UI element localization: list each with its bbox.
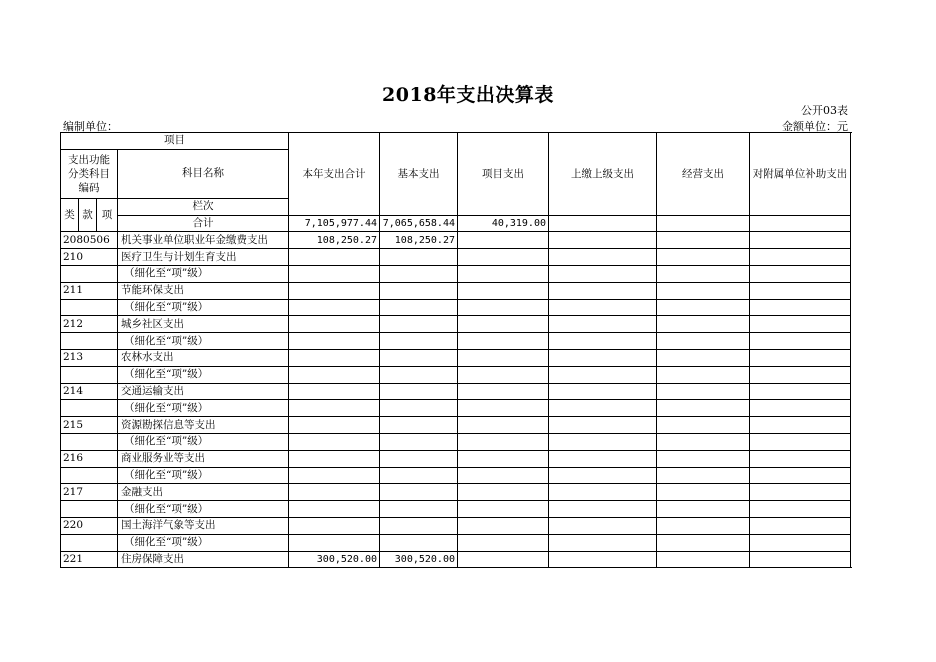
row-code	[61, 400, 118, 417]
row-value-3	[458, 383, 549, 400]
row-value-4	[549, 265, 657, 282]
row-value-2	[380, 433, 458, 450]
row-code: 220	[61, 517, 118, 534]
row-value-5	[657, 249, 750, 266]
row-value-1	[289, 534, 380, 551]
row-value-6	[750, 400, 851, 417]
row-name: 资源勘探信息等支出	[118, 417, 289, 434]
row-value-6	[750, 383, 851, 400]
row-code: 213	[61, 349, 118, 366]
table-row	[61, 450, 851, 467]
row-value-6	[750, 282, 851, 299]
totals-row	[61, 215, 851, 232]
row-value-4	[549, 366, 657, 383]
table-row	[61, 249, 851, 266]
row-value-2	[380, 501, 458, 518]
row-value-5	[657, 534, 750, 551]
row-value-6	[750, 450, 851, 467]
row-value-1	[289, 517, 380, 534]
row-value-2	[380, 450, 458, 467]
row-value-1	[289, 366, 380, 383]
table-row	[61, 349, 851, 366]
row-name: （细化至“项”级）	[118, 400, 289, 417]
row-value-2	[380, 534, 458, 551]
row-value-2	[380, 400, 458, 417]
row-value-3	[458, 534, 549, 551]
header-row-index-label: 栏次	[118, 198, 289, 215]
row-name: （细化至“项”级）	[118, 333, 289, 350]
row-value-6	[750, 534, 851, 551]
row-name: （细化至“项”级）	[118, 501, 289, 518]
row-value-2	[380, 383, 458, 400]
row-value-1: 108,250.27	[289, 232, 380, 249]
row-code	[61, 467, 118, 484]
row-value-3	[458, 551, 549, 568]
row-value-1: 300,520.00	[289, 551, 380, 568]
table-row	[61, 433, 851, 450]
row-value-6	[750, 299, 851, 316]
row-value-3	[458, 366, 549, 383]
row-name: （细化至“项”级）	[118, 467, 289, 484]
row-name: （细化至“项”级）	[118, 366, 289, 383]
row-value-5	[657, 282, 750, 299]
row-code: 214	[61, 383, 118, 400]
row-value-5	[657, 265, 750, 282]
row-value-5	[657, 450, 750, 467]
row-name: 商业服务业等支出	[118, 450, 289, 467]
header-project: 项目	[61, 133, 289, 150]
row-value-5	[657, 299, 750, 316]
row-code: 215	[61, 417, 118, 434]
row-value-4	[549, 299, 657, 316]
total-col-1: 7,105,977.44	[289, 215, 380, 232]
row-value-4	[549, 517, 657, 534]
row-value-4	[549, 333, 657, 350]
row-value-2: 300,520.00	[380, 551, 458, 568]
currency-unit-label: 金额单位：元	[782, 120, 848, 133]
form-code: 公开03表	[801, 104, 848, 117]
row-value-4	[549, 400, 657, 417]
row-name: （细化至“项”级）	[118, 433, 289, 450]
expenditure-table	[60, 132, 851, 568]
total-col-6	[750, 215, 851, 232]
row-value-1	[289, 467, 380, 484]
total-col-2: 7,065,658.44	[380, 215, 458, 232]
page-title: 2018年支出决算表	[382, 84, 554, 106]
row-name: 节能环保支出	[118, 282, 289, 299]
row-value-2	[380, 249, 458, 266]
header-row-1	[61, 133, 851, 150]
header-col-4: 上缴上级支出	[549, 133, 657, 216]
row-value-6	[750, 551, 851, 568]
row-value-6	[750, 333, 851, 350]
header-kuan: 款	[79, 198, 97, 232]
row-name: 金融支出	[118, 484, 289, 501]
header-col-6: 对附属单位补助支出	[750, 133, 851, 216]
row-value-4	[549, 383, 657, 400]
row-value-1	[289, 383, 380, 400]
row-value-2	[380, 467, 458, 484]
row-code: 211	[61, 282, 118, 299]
row-value-2	[380, 417, 458, 434]
row-value-3	[458, 333, 549, 350]
table-row	[61, 282, 851, 299]
row-name: 国土海洋气象等支出	[118, 517, 289, 534]
reporting-unit-label: 编制单位：	[63, 120, 118, 133]
header-col-2: 基本支出	[380, 133, 458, 216]
header-lei: 类	[61, 198, 79, 232]
row-value-5	[657, 433, 750, 450]
row-code	[61, 534, 118, 551]
row-value-6	[750, 249, 851, 266]
row-name: （细化至“项”级）	[118, 265, 289, 282]
total-col-4	[549, 215, 657, 232]
row-value-3	[458, 249, 549, 266]
table-row	[61, 366, 851, 383]
row-value-1	[289, 349, 380, 366]
row-value-5	[657, 316, 750, 333]
header-col-1: 本年支出合计	[289, 133, 380, 216]
header-name-label: 科目名称	[118, 149, 289, 198]
row-value-5	[657, 551, 750, 568]
row-value-3	[458, 467, 549, 484]
row-value-1	[289, 282, 380, 299]
row-value-6	[750, 501, 851, 518]
total-label: 合计	[118, 215, 289, 232]
table-row	[61, 467, 851, 484]
row-value-4	[549, 282, 657, 299]
row-code	[61, 433, 118, 450]
row-value-2: 108,250.27	[380, 232, 458, 249]
header-col-3: 项目支出	[458, 133, 549, 216]
row-value-1	[289, 417, 380, 434]
row-value-5	[657, 400, 750, 417]
row-value-1	[289, 501, 380, 518]
table-row	[61, 265, 851, 282]
header-xiang: 项	[97, 198, 118, 232]
row-code	[61, 299, 118, 316]
row-value-3	[458, 433, 549, 450]
row-code: 217	[61, 484, 118, 501]
table-row	[61, 333, 851, 350]
row-value-6	[750, 366, 851, 383]
table-row	[61, 299, 851, 316]
row-value-1	[289, 433, 380, 450]
row-value-4	[549, 433, 657, 450]
row-value-5	[657, 349, 750, 366]
row-value-4	[549, 551, 657, 568]
row-value-6	[750, 484, 851, 501]
row-name: （细化至“项”级）	[118, 299, 289, 316]
row-name: （细化至“项”级）	[118, 534, 289, 551]
row-code: 210	[61, 249, 118, 266]
table-row	[61, 316, 851, 333]
row-value-5	[657, 517, 750, 534]
row-value-6	[750, 316, 851, 333]
row-value-3	[458, 299, 549, 316]
row-value-1	[289, 316, 380, 333]
row-code	[61, 366, 118, 383]
row-value-3	[458, 517, 549, 534]
row-code	[61, 333, 118, 350]
row-name: 交通运输支出	[118, 383, 289, 400]
table-row	[61, 417, 851, 434]
row-value-4	[549, 467, 657, 484]
row-value-3	[458, 232, 549, 249]
row-value-5	[657, 501, 750, 518]
row-value-3	[458, 265, 549, 282]
row-value-2	[380, 299, 458, 316]
row-value-4	[549, 232, 657, 249]
row-code	[61, 501, 118, 518]
row-value-5	[657, 333, 750, 350]
table-row	[61, 232, 851, 249]
row-value-4	[549, 450, 657, 467]
row-value-2	[380, 484, 458, 501]
row-value-4	[549, 316, 657, 333]
row-name: 医疗卫生与计划生育支出	[118, 249, 289, 266]
row-value-5	[657, 383, 750, 400]
row-value-3	[458, 282, 549, 299]
row-value-1	[289, 299, 380, 316]
row-value-4	[549, 534, 657, 551]
row-value-5	[657, 417, 750, 434]
row-value-4	[549, 501, 657, 518]
row-value-2	[380, 282, 458, 299]
row-value-6	[750, 349, 851, 366]
table-row	[61, 400, 851, 417]
row-code: 221	[61, 551, 118, 568]
row-value-4	[549, 417, 657, 434]
row-code: 2080506	[61, 232, 118, 249]
row-value-4	[549, 349, 657, 366]
row-value-2	[380, 333, 458, 350]
row-value-2	[380, 349, 458, 366]
row-value-5	[657, 484, 750, 501]
row-value-5	[657, 232, 750, 249]
row-value-3	[458, 349, 549, 366]
row-value-3	[458, 400, 549, 417]
row-name: 住房保障支出	[118, 551, 289, 568]
row-value-5	[657, 467, 750, 484]
row-value-1	[289, 484, 380, 501]
row-value-6	[750, 433, 851, 450]
table-row	[61, 383, 851, 400]
total-col-3: 40,319.00	[458, 215, 549, 232]
row-value-2	[380, 517, 458, 534]
row-value-5	[657, 366, 750, 383]
row-value-1	[289, 450, 380, 467]
row-name: 机关事业单位职业年金缴费支出	[118, 232, 289, 249]
row-value-2	[380, 265, 458, 282]
row-code: 216	[61, 450, 118, 467]
table-row	[61, 517, 851, 534]
table-row	[61, 551, 851, 568]
table-row	[61, 534, 851, 551]
row-code: 212	[61, 316, 118, 333]
row-value-3	[458, 484, 549, 501]
row-name: 农林水支出	[118, 349, 289, 366]
row-value-3	[458, 501, 549, 518]
row-value-2	[380, 366, 458, 383]
row-value-4	[549, 249, 657, 266]
row-value-3	[458, 316, 549, 333]
row-value-4	[549, 484, 657, 501]
row-value-1	[289, 249, 380, 266]
row-value-6	[750, 232, 851, 249]
row-value-6	[750, 467, 851, 484]
row-value-6	[750, 417, 851, 434]
row-value-2	[380, 316, 458, 333]
row-value-1	[289, 333, 380, 350]
row-value-6	[750, 265, 851, 282]
row-value-1	[289, 265, 380, 282]
header-code-label: 支出功能分类科目编码	[61, 149, 118, 198]
table-row	[61, 501, 851, 518]
total-col-5	[657, 215, 750, 232]
table-row	[61, 484, 851, 501]
row-value-3	[458, 417, 549, 434]
row-value-1	[289, 400, 380, 417]
row-value-6	[750, 517, 851, 534]
row-code	[61, 265, 118, 282]
row-value-3	[458, 450, 549, 467]
row-name: 城乡社区支出	[118, 316, 289, 333]
header-col-5: 经营支出	[657, 133, 750, 216]
